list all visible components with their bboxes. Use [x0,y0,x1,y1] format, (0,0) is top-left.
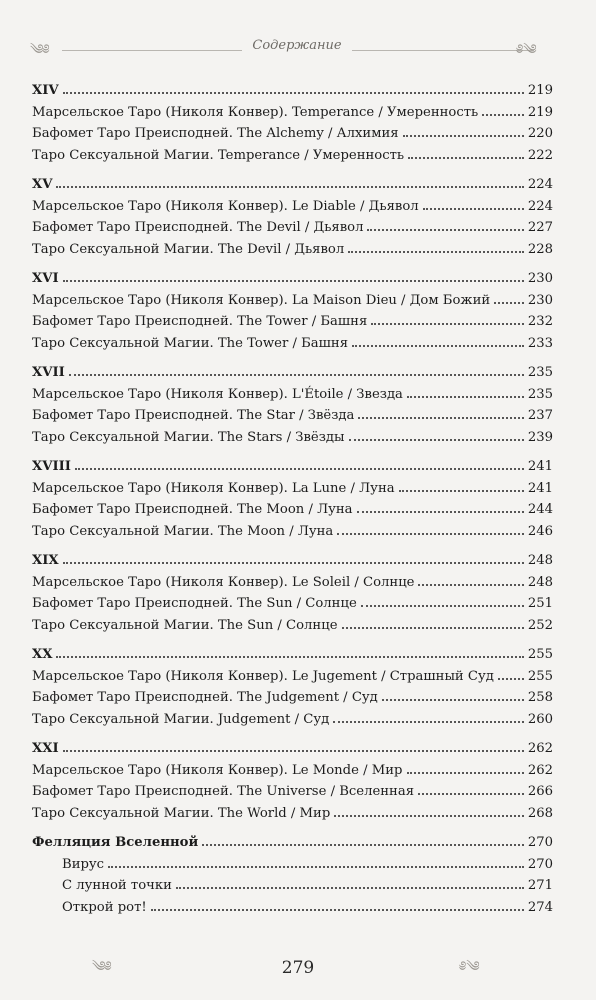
flourish-ornament-icon: ༄༅ [92,959,112,975]
table-of-contents [32,80,553,926]
toc-entry-page: 268 [527,805,553,821]
toc-entry-page: 266 [527,784,553,799]
toc-entry-page: 220 [527,126,553,141]
toc-heading[interactable] [32,456,553,478]
toc-entry-page: 224 [527,177,553,192]
toc-entry-page: 219 [527,83,553,98]
toc-entry-label: Бафомет Таро Преисподней. The Tower / Башня [32,314,368,329]
toc-entry[interactable] [32,478,553,500]
toc-entry[interactable] [32,615,553,637]
toc-entry[interactable] [32,593,553,615]
toc-entry[interactable] [32,709,553,731]
toc-entry[interactable] [32,897,553,919]
toc-entry-label: Бафомет Таро Преисподней. The Universe / Вселенная [32,784,415,799]
toc-entry-label: Бафомет Таро Преисподней. The Star / Звёзда [32,408,355,423]
toc-entry-label: Таро Сексуальной Магии. The Devil / Дьявол [32,241,345,257]
toc-entry-page: 255 [527,647,553,662]
toc-entry[interactable] [32,217,553,239]
dot-leader [361,605,524,607]
toc-entry-label: XVI [32,271,59,286]
toc-entry[interactable] [32,196,553,218]
toc-entry[interactable] [32,875,553,897]
toc-entry-page: 270 [527,856,553,872]
dot-leader [349,439,524,441]
toc-entry-label: Марсельское Таро (Николя Конвер). L'Étoile / Звезда [32,386,403,402]
toc-entry-page: 230 [527,292,553,308]
toc-entry[interactable] [32,572,553,594]
dot-leader [56,656,523,658]
dot-leader [367,229,523,231]
toc-entry-label: Бафомет Таро Преисподней. The Sun / Солнце [32,596,357,611]
toc-entry-label: Марсельское Таро (Николя Конвер). La Lune / Луна [32,480,395,496]
toc-entry-label: Таро Сексуальной Магии. The Stars / Звёзды [32,429,345,445]
dot-leader [371,323,524,325]
toc-entry-page: 233 [527,335,553,351]
toc-entry[interactable] [32,854,553,876]
toc-entry-label: Таро Сексуальной Магии. The Tower / Башня [32,335,349,351]
toc-entry-page: 262 [527,762,553,778]
toc-entry-label: Бафомет Таро Преисподней. The Judgement / Суд [32,690,378,705]
toc-heading[interactable] [32,832,553,854]
toc-entry-page: 241 [527,459,553,474]
toc-entry[interactable] [32,521,553,543]
toc-entry-page: 239 [527,429,553,445]
toc-entry[interactable] [32,666,553,688]
toc-entry-label: Марсельское Таро (Николя Конвер). La Maison Dieu / Дом Божий [32,292,491,308]
toc-section [32,550,553,636]
toc-entry-page: 246 [527,523,553,539]
toc-entry-label: Таро Сексуальной Магии. Temperance / Умеренность [32,147,405,163]
toc-entry-label: XVIII [32,459,71,474]
flourish-ornament-icon: ༅༄ [460,959,480,975]
header-rule-left [62,50,242,51]
dot-leader [382,699,524,701]
toc-section [32,362,553,448]
toc-entry-page: 232 [527,314,553,329]
toc-entry[interactable] [32,145,553,167]
toc-entry-page: 258 [527,690,553,705]
toc-entry-page: 270 [527,835,553,850]
header-rule-right [352,50,534,51]
dot-leader [334,815,524,817]
toc-entry-label: Марсельское Таро (Николя Конвер). Le Soleil / Солнце [32,574,415,590]
toc-entry-label: XXI [32,741,59,756]
toc-entry-label: XIV [32,83,59,98]
dot-leader [494,302,524,304]
toc-entry[interactable] [32,427,553,449]
toc-entry[interactable] [32,760,553,782]
toc-entry-label: Таро Сексуальной Магии. Judgement / Суд [32,711,330,727]
toc-entry[interactable] [32,781,553,803]
toc-section [32,456,553,542]
toc-entry-page: 244 [527,502,553,517]
toc-entry-label: XX [32,647,53,662]
dot-leader [358,417,523,419]
toc-entry-page: 271 [527,878,553,893]
toc-entry-page: 252 [527,617,553,633]
dot-leader [69,374,524,376]
toc-entry-label: XV [32,177,53,192]
dot-leader [342,627,524,629]
toc-section [32,268,553,354]
toc-entry-label: Марсельское Таро (Николя Конвер). Temperance / Умеренность [32,104,479,120]
dot-leader [418,793,524,795]
dot-leader [408,157,524,159]
toc-heading[interactable] [32,644,553,666]
toc-entry-label: Вирус [62,856,105,872]
dot-leader [108,866,524,868]
dot-leader [403,135,524,137]
toc-entry-label: Таро Сексуальной Магии. The World / Мир [32,805,331,821]
toc-entry-page: 222 [527,147,553,163]
toc-section [32,80,553,166]
toc-entry-page: 235 [527,365,553,380]
toc-section [32,832,553,918]
dot-leader [63,750,524,752]
toc-entry-label: Фелляция Вселенной [32,835,199,850]
running-title: Содержание [252,38,342,53]
dot-leader [63,280,524,282]
toc-entry-page: 235 [527,386,553,402]
toc-entry-label: Бафомет Таро Преисподней. The Alchemy / Алхимия [32,126,399,141]
toc-entry[interactable] [32,239,553,261]
toc-entry-page: 248 [527,574,553,590]
toc-heading[interactable] [32,268,553,290]
toc-entry-label: XVII [32,365,65,380]
toc-entry[interactable] [32,499,553,521]
toc-heading[interactable] [32,80,553,102]
toc-entry-page: 251 [527,596,553,611]
toc-entry-label: Таро Сексуальной Магии. The Moon / Луна [32,523,334,539]
dot-leader [423,208,524,210]
dot-leader [333,721,524,723]
toc-entry[interactable] [32,311,553,333]
toc-heading[interactable] [32,550,553,572]
dot-leader [176,887,524,889]
dot-leader [151,909,524,911]
flourish-ornament-icon: ༄༅ [30,42,50,58]
toc-entry[interactable] [32,803,553,825]
toc-entry-page: 260 [527,711,553,727]
toc-entry[interactable] [32,290,553,312]
dot-leader [202,844,524,846]
dot-leader [337,533,524,535]
toc-entry-page: 255 [527,668,553,684]
toc-entry[interactable] [32,384,553,406]
toc-entry-label: XIX [32,553,59,568]
dot-leader [482,114,524,116]
toc-entry-label: Бафомет Таро Преисподней. The Moon / Луна [32,502,353,517]
toc-entry[interactable] [32,405,553,427]
toc-entry-label: С лунной точки [62,878,172,893]
toc-section [32,644,553,730]
toc-heading[interactable] [32,362,553,384]
toc-entry-page: 228 [527,241,553,257]
toc-entry[interactable] [32,687,553,709]
dot-leader [352,345,524,347]
dot-leader [407,396,524,398]
toc-heading[interactable] [32,174,553,196]
toc-entry-page: 230 [527,271,553,286]
toc-entry-label: Марсельское Таро (Николя Конвер). Le Monde / Мир [32,762,403,778]
toc-section [32,174,553,260]
toc-entry-label: Таро Сексуальной Магии. The Sun / Солнце [32,617,338,633]
dot-leader [56,186,523,188]
toc-entry[interactable] [32,102,553,124]
toc-entry-page: 237 [527,408,553,423]
toc-entry-page: 262 [527,741,553,756]
toc-entry-page: 227 [527,220,553,235]
dot-leader [399,490,524,492]
toc-entry[interactable] [32,123,553,145]
page-number: 279 [281,958,315,978]
toc-section [32,738,553,824]
dot-leader [498,678,524,680]
toc-heading[interactable] [32,738,553,760]
dot-leader [63,92,524,94]
toc-entry-page: 274 [527,899,553,915]
dot-leader [348,251,524,253]
dot-leader [407,772,524,774]
toc-entry-label: Открой рот! [62,899,147,915]
dot-leader [357,511,524,513]
dot-leader [418,584,523,586]
flourish-ornament-icon: ༅༄ [517,42,537,58]
toc-entry-page: 248 [527,553,553,568]
dot-leader [63,562,524,564]
toc-entry-page: 241 [527,480,553,496]
toc-entry-label: Марсельское Таро (Николя Конвер). Le Diable / Дьявол [32,198,419,214]
toc-entry-label: Марсельское Таро (Николя Конвер). Le Jugement / Страшный Суд [32,668,494,684]
toc-entry[interactable] [32,333,553,355]
dot-leader [75,468,524,470]
toc-entry-page: 224 [527,198,553,214]
toc-entry-label: Бафомет Таро Преисподней. The Devil / Дьявол [32,220,364,235]
toc-entry-page: 219 [527,104,553,120]
